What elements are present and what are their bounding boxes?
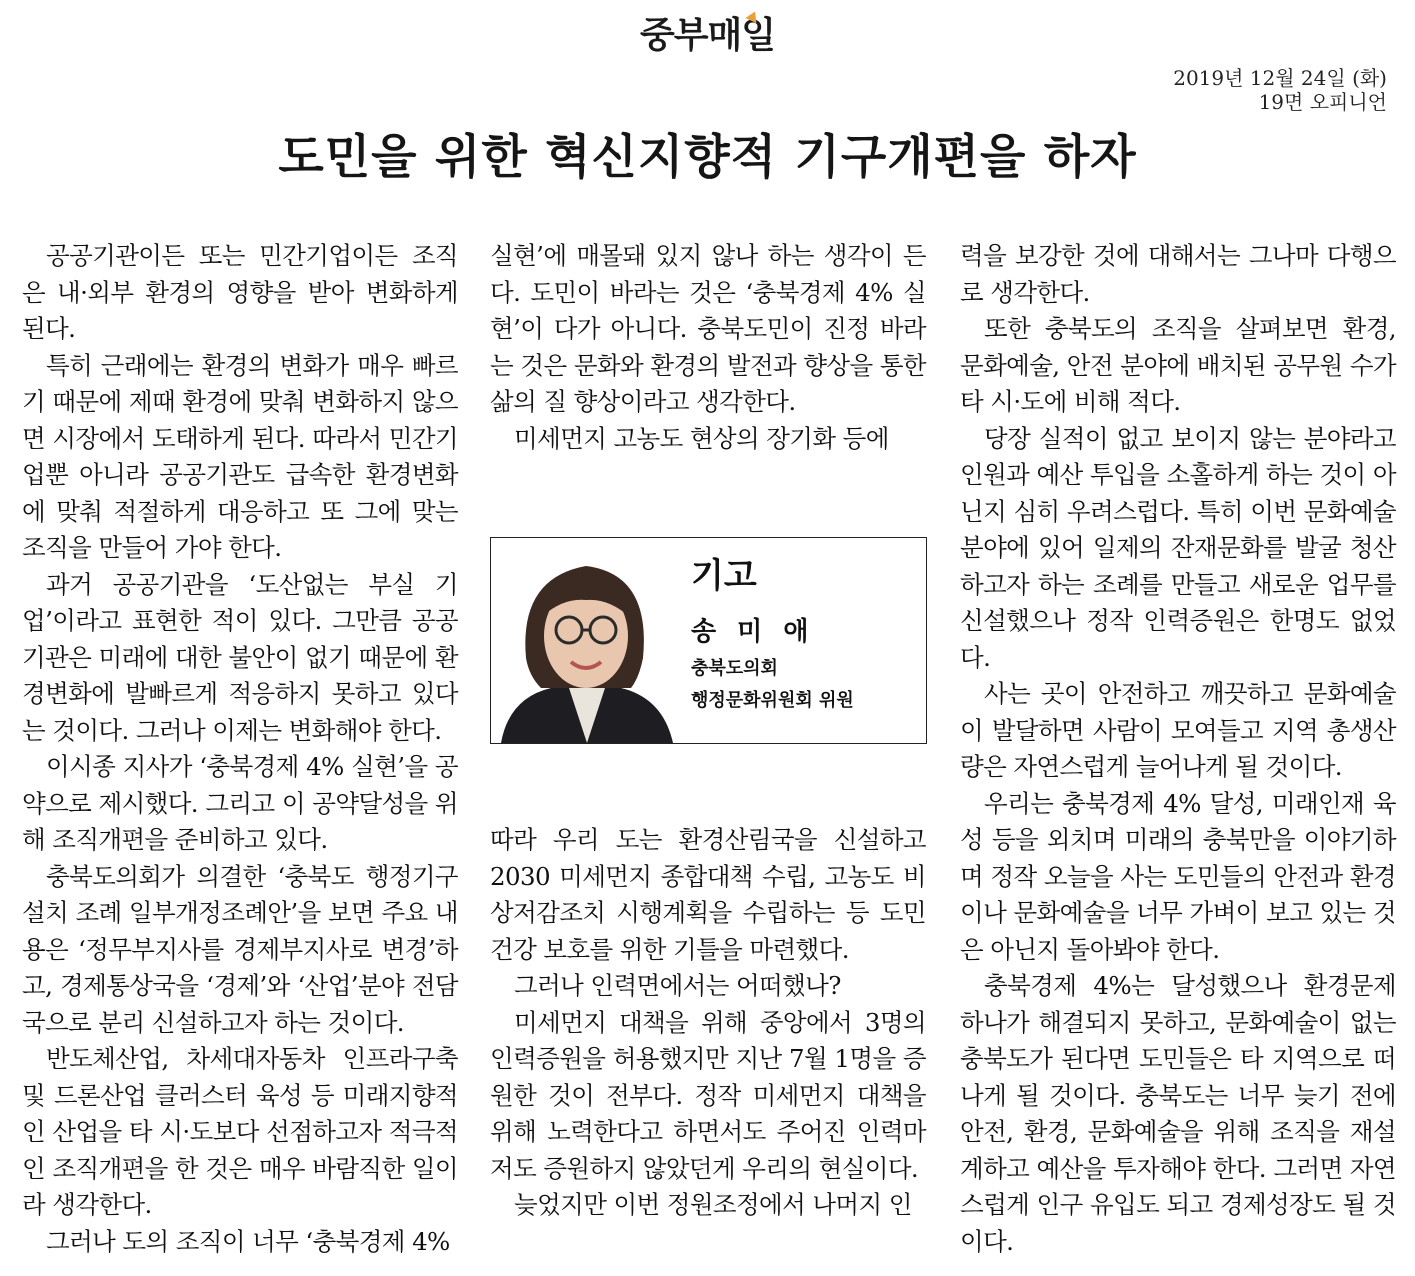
- logo-part-2: 매일: [707, 15, 776, 56]
- paragraph: 그러나 인력면에서는 어떠했나?: [514, 971, 841, 1000]
- author-affiliation-2: 행정문화위원회 위원: [691, 690, 854, 711]
- byline: [691, 552, 854, 716]
- article-column-1: [22, 238, 458, 1260]
- paragraph: 충북경제 4%는 달성했으나 환경문제 하나가 해결되지 못하고, 문화예술이 없는 충북도가 된다면 도민들은 타 지역으로 떠나게 될 것이다. 충북도는 너무 늦기 전에 안전, 환경, 문화예술을 위해 조직을 재설계하고 예산을 투자해야 한다. 그러면 자연스럽게 인구 유입도 되고 경제성장도 될 것이다.: [960, 971, 1396, 1256]
- paragraph: 력을 보강한 것에 대해서는 그나마 다행으로 생각한다.: [960, 241, 1396, 307]
- paragraph: 그러나 도의 조직이 너무 ‘충북경제 4%: [46, 1226, 450, 1256]
- paragraph: 과거 공공기관을 ‘도산없는 부실 기업’이라고 표현한 적이 있다. 그만큼 공공기관은 미래에 대한 불안이 없기 때문에 환경변화에 발빠르게 적응하지 못하고 있다는 것이다. 그러나 이제는 변화해야 한다.: [22, 569, 458, 745]
- newspaper-logo: [0, 14, 1415, 58]
- issue-section: 19면 오피니언: [1258, 90, 1387, 114]
- logo-part-1: 중부: [639, 15, 708, 56]
- article-column-3: [960, 238, 1396, 1260]
- column-type: 기고: [691, 556, 757, 596]
- paragraph: 늦었지만 이번 정원조정에서 나머지 인: [514, 1190, 912, 1219]
- issue-date: 2019년 12월 24일 (화): [1173, 66, 1387, 90]
- paragraph: 실현’에 매몰돼 있지 않나 하는 생각이 든다. 도민이 바라는 것은 ‘충북경제 4% 실현’이 다가 아니다. 충북도민이 진정 바라는 것은 문화와 환경의 발전과 향상을 통한 삶의 질 향상이라고 생각한다.: [490, 241, 926, 416]
- paragraph: 반도체산업, 차세대자동차 인프라구축 및 드론산업 클러스터 육성 등 미래지향적인 산업을 타 시·도보다 선점하고자 적극적인 조직개편을 한 것은 매우 바람직한 일이라 생각한다.: [22, 1044, 458, 1219]
- paragraph: 당장 실적이 없고 보이지 않는 분야라고 인원과 예산 투입을 소홀하게 하는 것이 아닌지 심히 우려스럽다. 특히 이번 문화예술 분야에 있어 일제의 잔재문화를 발굴 청산하고자 하는 조례를 만들고 새로운 업무를 신설했으나 정작 인력증원은 한명도 없었다.: [960, 423, 1396, 672]
- article-column-2-bottom: [490, 822, 926, 1224]
- author-affiliation-1: 충북도의회: [691, 658, 778, 679]
- article-column-2-top: [490, 238, 926, 457]
- author-photo: [491, 538, 681, 743]
- paragraph: 또한 충북도의 조직을 살펴보면 환경, 문화예술, 안전 분야에 배치된 공무원 수가 타 시·도에 비해 적다.: [960, 314, 1396, 416]
- paragraph: 특히 근래에는 환경의 변화가 매우 빠르기 때문에 제때 환경에 맞춰 변화하지 않으면 시장에서 도태하게 된다. 따라서 민간기업뿐 아니라 공공기관도 급속한 환경변화에 맞춰 적절하게 대응하고 또 그에 맞는 조직을 만들어 가야 한다.: [22, 350, 458, 562]
- issue-info: [1173, 66, 1387, 114]
- paragraph: 우리는 충북경제 4% 달성, 미래인재 육성 등을 외치며 미래의 충북만을 이야기하며 정작 오늘을 사는 도민들의 안전과 환경이나 문화예술을 너무 가벼이 보고 있는 것은 아닌지 돌아봐야 한다.: [960, 788, 1396, 964]
- paragraph: 미세먼지 대책을 위해 중앙에서 3명의 인력증원을 허용했지만 지난 7월 1명을 증원한 것이 전부다. 정작 미세먼지 대책을 위해 노력한다고 하면서도 주어진 인력마저도 증원하지 않았던게 우리의 현실이다.: [490, 1007, 926, 1183]
- byline-box: [490, 537, 927, 744]
- paragraph: 충북도의회가 의결한 ‘충북도 행정기구 설치 조례 일부개정조례안’을 보면 주요 내용은 ‘정무부지사를 경제부지사로 변경’하고, 경제통상국을 ‘경제’와 ‘산업’분야 전담국으로 분리 신설하고자 하는 것이다.: [22, 861, 458, 1037]
- article-headline: 도민을 위한 혁신지향적 기구개편을 하자: [278, 130, 1137, 185]
- paragraph: 이시종 지사가 ‘충북경제 4% 실현’을 공약으로 제시했다. 그리고 이 공약달성을 위해 조직개편을 준비하고 있다.: [22, 752, 458, 854]
- paragraph: 사는 곳이 안전하고 깨끗하고 문화예술이 발달하면 사람이 모여들고 지역 총생산량은 자연스럽게 늘어나게 될 것이다.: [960, 679, 1396, 781]
- author-name: 송 미 애: [691, 617, 815, 647]
- paragraph: 공공기관이든 또는 민간기업이든 조직은 내·외부 환경의 영향을 받아 변화하게 된다.: [22, 241, 458, 343]
- paragraph: 미세먼지 고농도 현상의 장기화 등에: [514, 423, 889, 453]
- paragraph: 따라 우리 도는 환경산림국을 신설하고 2030 미세먼지 종합대책 수립, 고농도 비상저감조치 시행계획을 수립하는 등 도민건강 보호를 위한 기틀을 마련했다.: [490, 825, 926, 964]
